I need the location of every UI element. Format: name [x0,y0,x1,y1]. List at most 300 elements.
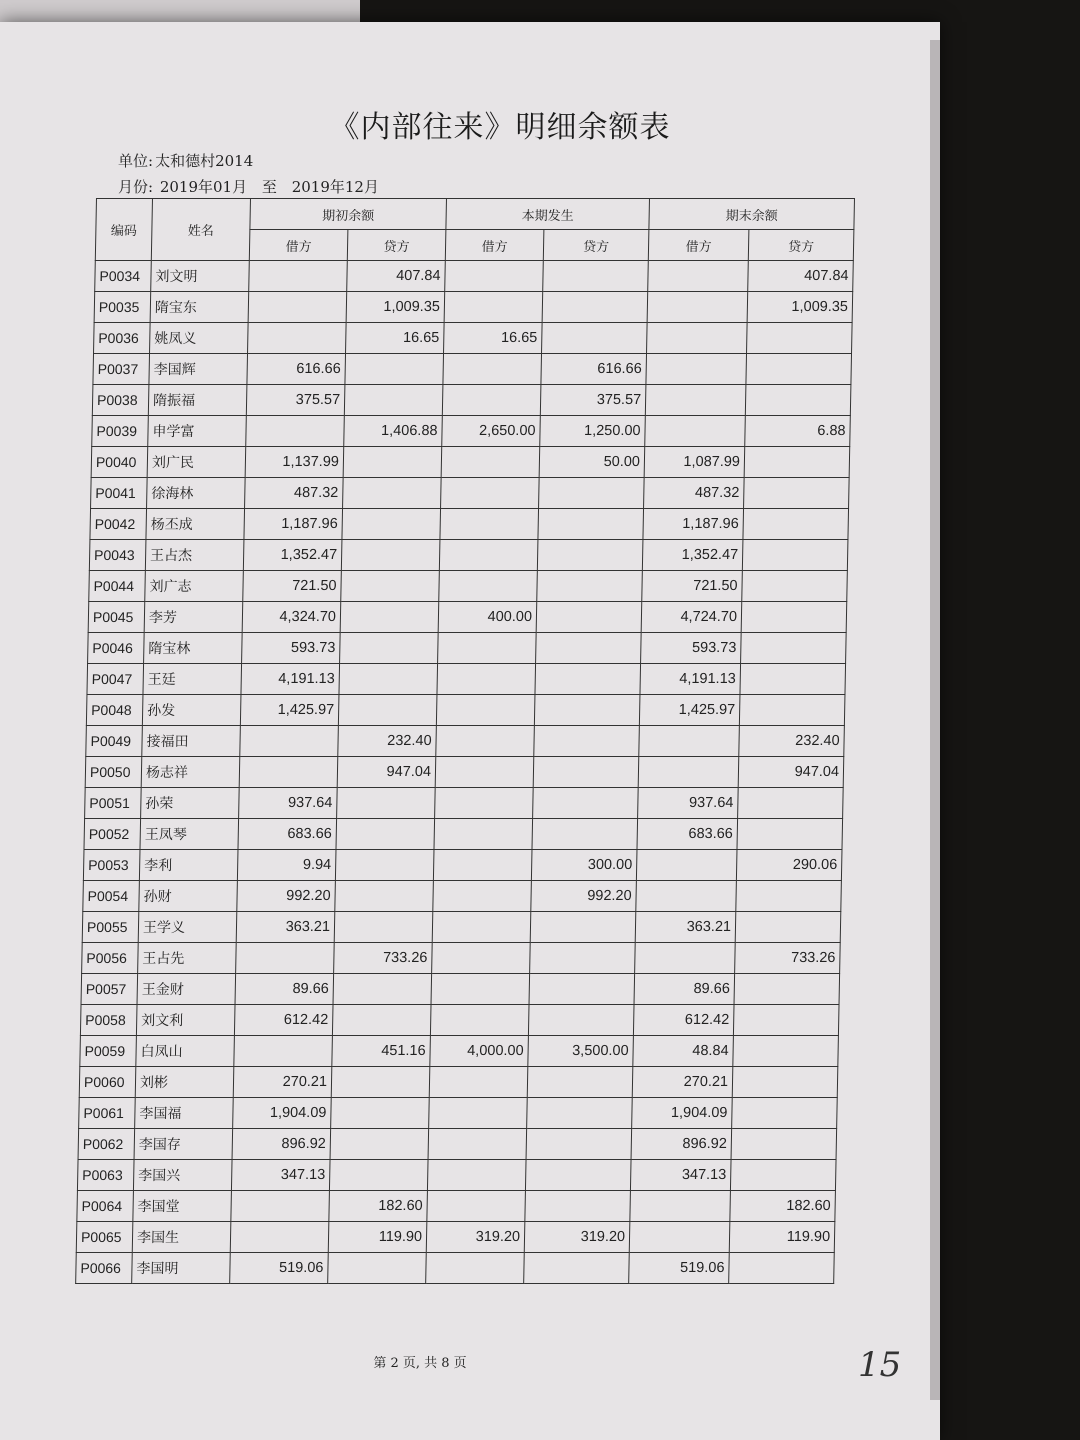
unit-line [118,150,253,171]
opening-debit: 1,352.47 [243,540,342,571]
current-debit: 16.65 [444,323,543,354]
row-name: 李国辉 [149,354,248,385]
opening-credit [328,1253,427,1284]
opening-credit: 119.90 [328,1222,427,1253]
row-name: 白凤山 [136,1036,235,1067]
closing-debit [636,881,737,912]
header-code: 编码 [95,199,152,261]
closing-credit [742,571,848,602]
opening-debit: 612.42 [234,1005,333,1036]
table-row [79,1098,838,1129]
row-name: 李国兴 [133,1160,232,1191]
period-to: 2019年12月 [291,178,379,196]
closing-credit [729,1253,835,1284]
current-debit [436,726,535,757]
closing-credit [734,974,840,1005]
current-credit [525,1160,631,1191]
row-code: P0034 [95,261,152,292]
opening-credit [341,540,440,571]
opening-credit [333,974,432,1005]
closing-credit [733,1036,839,1067]
row-name: 王凤琴 [140,819,239,850]
current-credit [542,323,648,354]
current-credit: 300.00 [531,850,637,881]
closing-credit [737,819,843,850]
opening-credit [335,850,434,881]
current-credit [537,571,643,602]
row-name: 刘彬 [135,1067,234,1098]
opening-debit: 721.50 [243,571,342,602]
current-debit [436,695,535,726]
table-row [89,540,848,571]
opening-credit: 16.65 [346,323,445,354]
current-debit [444,292,543,323]
row-code: P0058 [80,1005,137,1036]
header-current-credit: 贷方 [543,230,649,261]
current-credit [535,664,641,695]
balance-table [75,198,855,1284]
table-row [90,509,849,540]
row-code: P0059 [80,1036,137,1067]
closing-credit [742,540,848,571]
closing-debit [638,757,739,788]
current-debit [440,509,539,540]
closing-credit [747,323,853,354]
table-row [80,1005,839,1036]
row-name: 孙发 [142,695,241,726]
opening-credit [332,1005,431,1036]
row-code: P0063 [77,1160,134,1191]
opening-debit: 487.32 [245,478,344,509]
opening-credit: 182.60 [329,1191,428,1222]
row-code: P0061 [79,1098,136,1129]
current-debit [429,1098,528,1129]
unit-label: 单位: [118,152,154,170]
opening-debit: 1,904.09 [233,1098,332,1129]
table-row [92,385,851,416]
current-credit [533,788,639,819]
current-debit [433,850,532,881]
row-code: P0036 [94,323,151,354]
closing-debit: 937.64 [638,788,739,819]
row-name: 刘广民 [147,447,246,478]
row-code: P0065 [76,1222,133,1253]
opening-credit [345,354,444,385]
current-credit [542,292,648,323]
handwritten-page-number: 15 [858,1345,902,1385]
closing-debit [646,354,747,385]
table-row [81,974,840,1005]
row-name: 杨志祥 [141,757,240,788]
closing-debit: 1,087.99 [644,447,745,478]
table-row [78,1129,837,1160]
table-body [76,261,854,1284]
current-debit [441,447,540,478]
current-credit [534,695,640,726]
table-row [79,1067,838,1098]
row-name: 杨丕成 [146,509,245,540]
row-code: P0041 [91,478,148,509]
closing-credit: 232.40 [739,726,845,757]
current-debit [438,633,537,664]
opening-credit [339,664,438,695]
opening-credit [335,881,434,912]
opening-credit [331,1067,430,1098]
closing-debit [636,850,737,881]
opening-debit [248,292,347,323]
closing-debit [645,385,746,416]
current-credit: 3,500.00 [528,1036,634,1067]
closing-debit [647,323,748,354]
opening-debit: 1,137.99 [245,447,344,478]
opening-debit [248,323,347,354]
current-credit [530,943,636,974]
table-row [86,695,845,726]
opening-debit: 593.73 [242,633,341,664]
row-code: P0056 [82,943,139,974]
closing-credit [730,1160,836,1191]
table-row [84,819,843,850]
closing-debit: 270.21 [632,1067,733,1098]
row-code: P0038 [92,385,149,416]
current-credit: 616.66 [541,354,647,385]
row-name: 隋宝林 [144,633,243,664]
closing-credit: 733.26 [735,943,841,974]
closing-debit: 89.66 [634,974,735,1005]
table-row [87,664,846,695]
closing-credit: 6.88 [745,416,851,447]
current-credit [525,1191,631,1222]
table-row [93,354,852,385]
opening-credit [342,509,441,540]
current-credit [539,478,645,509]
table-row [89,571,848,602]
current-credit [536,602,642,633]
header-row-groups [96,199,855,230]
opening-debit: 896.92 [232,1129,331,1160]
opening-debit [231,1191,330,1222]
row-code: P0042 [90,509,147,540]
closing-credit: 1,009.35 [747,292,853,323]
current-debit [431,974,530,1005]
closing-credit [732,1098,838,1129]
closing-debit [630,1191,731,1222]
current-debit [439,571,538,602]
paper-edge [930,40,940,1400]
current-credit [527,1067,633,1098]
closing-debit: 487.32 [644,478,745,509]
row-code: P0064 [77,1191,134,1222]
opening-credit [343,447,442,478]
period-label: 月份: [118,178,154,196]
closing-credit [733,1005,839,1036]
current-debit [435,757,534,788]
row-name: 孙财 [139,881,238,912]
closing-debit [635,943,736,974]
closing-debit: 1,187.96 [643,509,744,540]
current-credit [534,726,640,757]
row-name: 王学义 [138,912,237,943]
header-current-debit: 借方 [445,230,544,261]
row-name: 徐海林 [147,478,246,509]
opening-credit [330,1129,429,1160]
table-row [77,1191,836,1222]
row-code: P0066 [76,1253,133,1284]
page-footer: 第 2 页, 共 8 页 [373,1356,467,1371]
opening-debit: 519.06 [230,1253,329,1284]
row-name: 隋宝东 [150,292,249,323]
opening-credit [344,385,443,416]
table-row [82,943,841,974]
opening-debit [240,726,339,757]
closing-credit [743,509,849,540]
opening-credit [331,1098,430,1129]
opening-debit: 9.94 [237,850,336,881]
closing-credit [731,1129,837,1160]
opening-debit: 937.64 [239,788,338,819]
opening-debit: 1,187.96 [244,509,343,540]
closing-debit: 593.73 [641,633,742,664]
row-code: P0043 [89,540,146,571]
opening-credit: 451.16 [332,1036,431,1067]
table-row [91,447,850,478]
opening-debit: 1,425.97 [240,695,339,726]
closing-debit: 48.84 [633,1036,734,1067]
closing-debit: 4,191.13 [640,664,741,695]
opening-credit [341,571,440,602]
row-code: P0051 [85,788,142,819]
table-row [80,1036,839,1067]
header-opening-credit: 贷方 [347,230,446,261]
table-row [82,912,841,943]
closing-credit [735,912,841,943]
closing-credit [740,664,846,695]
opening-debit [236,943,335,974]
closing-debit: 683.66 [637,819,738,850]
current-debit [429,1067,528,1098]
table-row [94,323,853,354]
page-title: 《内部往来》明细余额表 [329,110,671,145]
opening-debit: 89.66 [235,974,334,1005]
row-code: P0053 [83,850,140,881]
opening-debit: 992.20 [237,881,336,912]
table-row [77,1160,836,1191]
opening-debit [234,1036,333,1067]
opening-debit: 363.21 [236,912,335,943]
opening-credit [343,478,442,509]
unit-value: 太和德村2014 [155,152,254,170]
row-code: P0047 [87,664,144,695]
current-credit: 50.00 [539,447,645,478]
row-code: P0045 [88,602,145,633]
opening-debit [249,261,348,292]
table-row [76,1222,835,1253]
closing-credit: 290.06 [736,850,842,881]
row-name: 刘文利 [136,1005,235,1036]
current-credit [538,509,644,540]
closing-debit: 347.13 [630,1160,731,1191]
current-credit: 992.20 [531,881,637,912]
row-code: P0035 [94,292,151,323]
period-line [118,176,379,197]
opening-debit: 683.66 [238,819,337,850]
closing-debit [647,292,748,323]
row-code: P0050 [85,757,142,788]
row-name: 李国存 [134,1129,233,1160]
current-debit [432,912,531,943]
current-credit [533,757,639,788]
opening-debit [246,416,345,447]
opening-credit: 733.26 [334,943,433,974]
row-name: 王占先 [138,943,237,974]
closing-credit [741,633,847,664]
closing-credit [738,788,844,819]
closing-debit [645,416,746,447]
table-row [86,726,845,757]
current-credit: 319.20 [524,1222,630,1253]
row-code: P0055 [82,912,139,943]
opening-credit: 1,009.35 [346,292,445,323]
opening-debit: 616.66 [247,354,346,385]
row-name: 孙荣 [141,788,240,819]
opening-credit [334,912,433,943]
row-code: P0057 [81,974,138,1005]
current-debit [442,385,541,416]
row-name: 刘文明 [151,261,250,292]
table-row [92,416,851,447]
row-name: 隋振福 [148,385,247,416]
current-debit [430,1005,529,1036]
row-code: P0037 [93,354,150,385]
current-credit [527,1098,633,1129]
current-credit [536,633,642,664]
opening-credit [329,1160,428,1191]
row-name: 刘广志 [145,571,244,602]
header-current: 本期发生 [446,199,650,230]
current-debit: 319.20 [426,1222,525,1253]
opening-credit: 1,406.88 [344,416,443,447]
row-code: P0060 [79,1067,136,1098]
row-name: 李国明 [132,1253,231,1284]
row-code: P0039 [92,416,149,447]
period-from: 2019年01月 [159,178,248,196]
opening-credit [337,788,436,819]
current-debit [432,943,531,974]
closing-credit [736,881,842,912]
current-debit [439,540,538,571]
table-row [94,292,853,323]
opening-credit: 947.04 [337,757,436,788]
header-closing-credit: 贷方 [748,230,854,261]
table-row [85,757,844,788]
table-row [76,1253,835,1284]
header-opening: 期初余额 [250,199,447,230]
current-credit [529,974,635,1005]
current-credit [528,1005,634,1036]
current-debit [427,1191,526,1222]
row-name: 申学富 [148,416,247,447]
row-name: 王廷 [143,664,242,695]
row-name: 接福田 [142,726,241,757]
row-name: 李国堂 [133,1191,232,1222]
row-name: 李国生 [132,1222,231,1253]
current-debit [445,261,544,292]
closing-debit: 1,352.47 [642,540,743,571]
current-debit [437,664,536,695]
closing-credit [746,354,852,385]
current-debit [433,881,532,912]
table-row [83,850,842,881]
opening-debit: 375.57 [246,385,345,416]
closing-debit [648,261,749,292]
current-debit [426,1253,525,1284]
opening-debit: 270.21 [233,1067,332,1098]
row-name: 李利 [139,850,238,881]
closing-credit [739,695,845,726]
opening-credit [336,819,435,850]
current-credit [524,1253,630,1284]
current-credit: 1,250.00 [540,416,646,447]
period-to-word: 至 [261,178,277,196]
closing-credit: 947.04 [738,757,844,788]
table-row [88,633,847,664]
opening-debit: 4,191.13 [241,664,340,695]
row-code: P0062 [78,1129,135,1160]
closing-credit: 119.90 [729,1222,835,1253]
row-name: 王金财 [137,974,236,1005]
current-debit: 2,650.00 [442,416,541,447]
closing-debit: 612.42 [633,1005,734,1036]
current-debit [427,1160,526,1191]
closing-debit: 896.92 [631,1129,732,1160]
opening-debit [230,1222,329,1253]
closing-credit: 182.60 [730,1191,836,1222]
closing-credit [732,1067,838,1098]
closing-credit [744,478,850,509]
table-row [91,478,850,509]
row-name: 李国福 [135,1098,234,1129]
current-credit [530,912,636,943]
current-credit [543,261,649,292]
closing-debit: 721.50 [642,571,743,602]
closing-debit: 363.21 [635,912,736,943]
row-name: 王占杰 [145,540,244,571]
current-debit [435,788,534,819]
closing-debit [629,1222,730,1253]
current-debit: 400.00 [438,602,537,633]
current-debit [441,478,540,509]
closing-debit [639,726,740,757]
opening-credit: 407.84 [347,261,446,292]
opening-debit: 347.13 [231,1160,330,1191]
closing-credit: 407.84 [748,261,854,292]
row-code: P0040 [91,447,148,478]
row-code: P0054 [83,881,140,912]
opening-debit [239,757,338,788]
row-name: 李芳 [144,602,243,633]
header-closing: 期末余额 [649,199,855,230]
opening-credit [340,633,439,664]
header-name: 姓名 [151,199,250,261]
table-row [95,261,854,292]
opening-credit: 232.40 [338,726,437,757]
current-credit: 375.57 [540,385,646,416]
row-code: P0046 [88,633,145,664]
header-closing-debit: 借方 [648,230,749,261]
current-debit [443,354,542,385]
current-debit [428,1129,527,1160]
closing-debit: 519.06 [629,1253,730,1284]
